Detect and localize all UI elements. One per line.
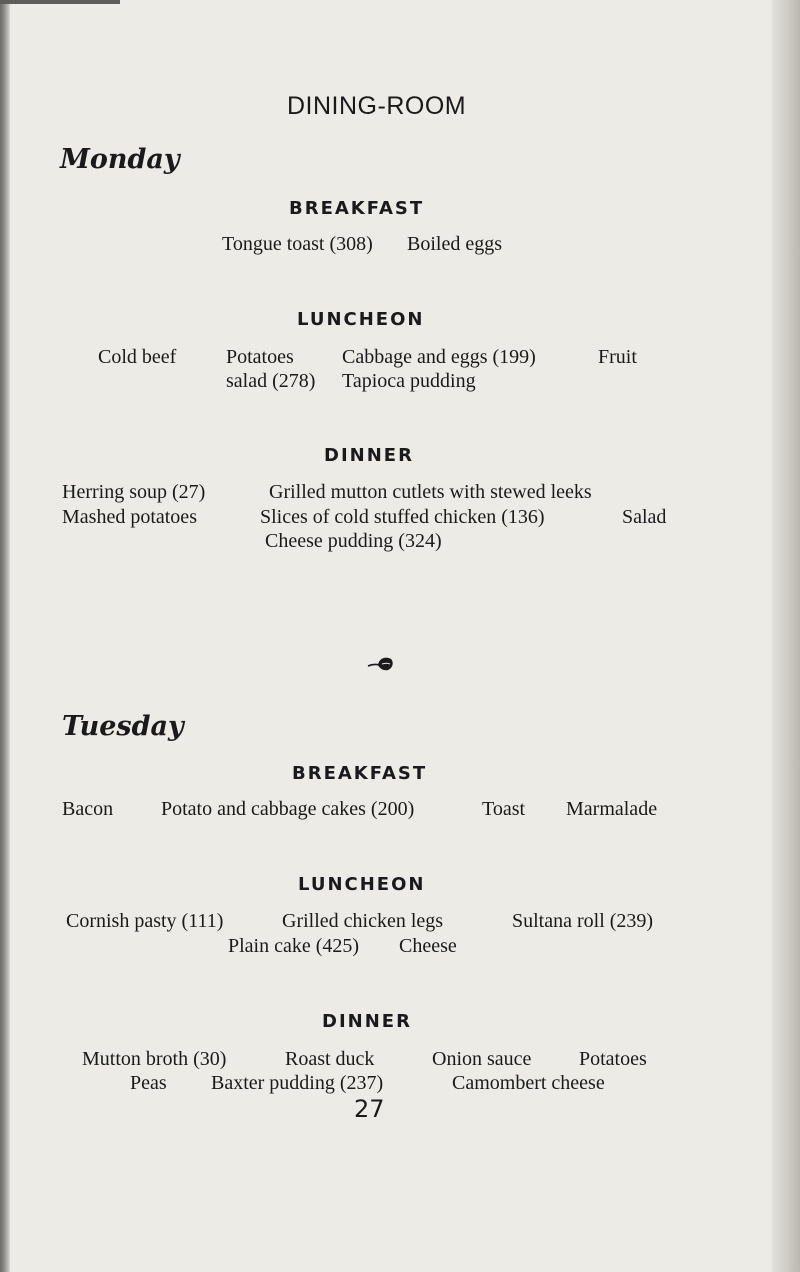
menu-item: Peas bbox=[130, 1072, 167, 1094]
tuesday-dinner-heading: DINNER bbox=[322, 1011, 412, 1032]
menu-item: Potatoes bbox=[226, 346, 294, 368]
monday-breakfast-heading: BREAKFAST bbox=[289, 198, 425, 219]
menu-item: Cornish pasty (111) bbox=[66, 910, 224, 932]
menu-item: Tapioca pudding bbox=[342, 370, 476, 392]
menu-item: Salad bbox=[622, 506, 667, 528]
menu-item: Grilled mutton cutlets with stewed leeks bbox=[269, 481, 592, 503]
running-head: DINING-ROOM bbox=[287, 92, 467, 120]
menu-item: Plain cake (425) bbox=[228, 935, 360, 957]
menu-item: Slices of cold stuffed chicken (136) bbox=[260, 506, 545, 528]
page-number: 27 bbox=[354, 1095, 385, 1123]
menu-item: Boiled eggs bbox=[407, 233, 502, 255]
menu-item: Mashed potatoes bbox=[62, 506, 197, 528]
page-left-edge bbox=[0, 0, 10, 1272]
menu-item: Potato and cabbage cakes (200) bbox=[161, 798, 415, 820]
menu-item: Camombert cheese bbox=[452, 1072, 605, 1094]
menu-item: Baxter pudding (237) bbox=[211, 1072, 384, 1094]
menu-item: Bacon bbox=[62, 798, 114, 820]
menu-item: Mutton broth (30) bbox=[82, 1048, 227, 1070]
page-top-edge bbox=[0, 0, 120, 4]
menu-item: Toast bbox=[482, 798, 526, 820]
menu-item: Cheese pudding (324) bbox=[265, 530, 442, 552]
monday-dinner-heading: DINNER bbox=[324, 445, 414, 466]
menu-item: Tongue toast (308) bbox=[222, 233, 373, 255]
menu-item: Fruit bbox=[598, 346, 637, 368]
monday-luncheon-heading: LUNCHEON bbox=[297, 309, 425, 330]
page-right-edge bbox=[772, 0, 800, 1272]
menu-item: Sultana roll (239) bbox=[512, 910, 654, 932]
menu-item: Potatoes bbox=[579, 1048, 647, 1070]
menu-item: salad (278) bbox=[226, 370, 316, 392]
menu-item: Roast duck bbox=[285, 1048, 375, 1070]
menu-item: Marmalade bbox=[566, 798, 658, 820]
leaf-ornament-icon bbox=[366, 655, 396, 673]
menu-item: Onion sauce bbox=[432, 1048, 532, 1070]
menu-item: Cabbage and eggs (199) bbox=[342, 346, 536, 368]
day-heading-monday: Monday bbox=[60, 144, 180, 175]
menu-item: Cold beef bbox=[98, 346, 177, 368]
menu-item: Grilled chicken legs bbox=[282, 910, 444, 932]
menu-item: Herring soup (27) bbox=[62, 481, 206, 503]
tuesday-luncheon-heading: LUNCHEON bbox=[298, 874, 426, 895]
tuesday-breakfast-heading: BREAKFAST bbox=[292, 763, 428, 784]
menu-item: Cheese bbox=[399, 935, 457, 957]
day-heading-tuesday: Tuesday bbox=[62, 711, 184, 742]
